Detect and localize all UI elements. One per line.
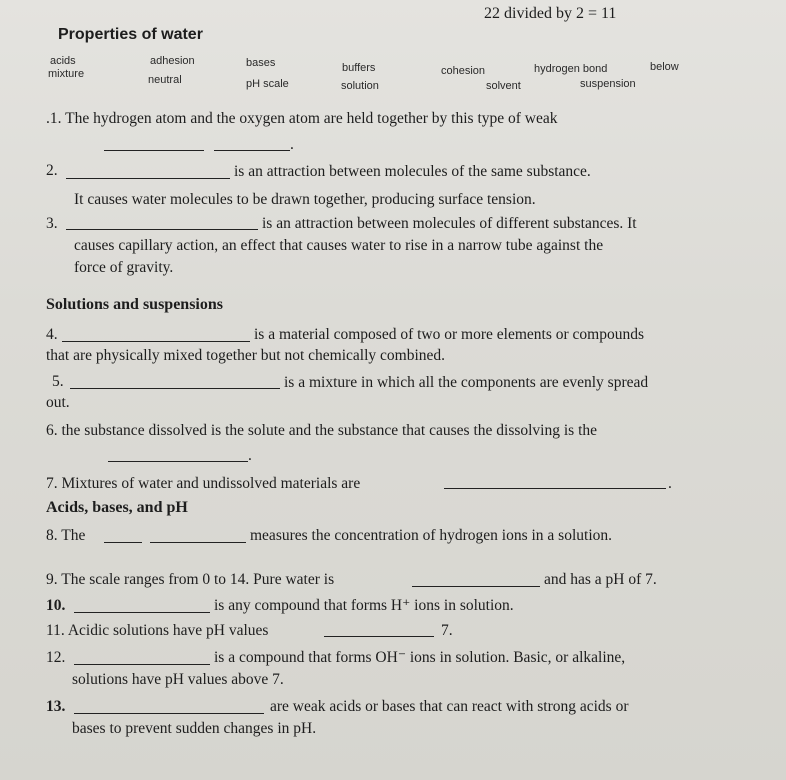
answer-blank-8a[interactable] bbox=[104, 542, 142, 543]
word-bank-item: acids bbox=[50, 55, 76, 67]
question-4-text: is a material composed of two or more elements or compounds bbox=[254, 326, 644, 343]
question-6: 6. the substance dissolved is the solute and the substance that causes the dissolving is the bbox=[46, 422, 598, 439]
worksheet-page: 22 divided by 2 = 11 Properties of water acids adhesion bases buffers cohesion hydrogen bond below mixture neutral pH scale solution solvent suspension .1. The hydrogen atom and the oxygen atom are held together by this type of weak . 2. is an attraction between molecules of the same substance. It causes water molecules to be drawn together, producing surface tension. 3. is an attraction between molecules of different substances. It causes capillary action, an effect that causes water to rise in a narrow tube against the force of gravity. Solutions and suspensions 4. is a material composed of two or more elements or compounds that are physically mixed together but not chemically combined. 5. is a mixture in which all the components are evenly spread out. 6. the substance dissolved is the solute and the substance that causes the dissolving is the . 7. Mixtures of water and undissolved materials are . Acids, bases, and pH 8. The measures the concentration of hydrogen ions in a solution. 9. The scale ranges from 0 to 14. Pure water is and has a pH of 7. 10. is any compound that forms H⁺ ions in solution. 11. Acidic solutions have pH values 7. 12. is a compound that forms OH⁻ ions in solution. Basic, or alkaline, solutions have pH values above 7. 13. are weak acids or bases that can react with strong acids or bases to prevent sudden changes in pH. bbox=[0, 0, 786, 780]
word-bank-item: solution bbox=[341, 80, 379, 92]
question-12-line-2: solutions have pH values above 7. bbox=[72, 671, 284, 688]
question-3-line-2: causes capillary action, an effect that causes water to rise in a narrow tube against the bbox=[74, 237, 604, 254]
word-bank-item: bases bbox=[246, 57, 276, 69]
question-7: 7. Mixtures of water and undissolved materials are bbox=[46, 475, 361, 492]
question-8-start: 8. The bbox=[46, 527, 86, 544]
question-4-number: 4. bbox=[46, 326, 58, 343]
question-13-number: 13. bbox=[46, 698, 66, 715]
word-bank-item: below bbox=[650, 61, 679, 73]
answer-blank-7[interactable] bbox=[444, 488, 666, 489]
question-12-text: is a compound that forms OH⁻ ions in solution. Basic, or alkaline, bbox=[214, 649, 626, 666]
question-9-end: and has a pH of 7. bbox=[544, 571, 657, 588]
question-1: .1. The hydrogen atom and the oxygen atom are held together by this type of weak bbox=[46, 110, 558, 127]
answer-blank-2[interactable] bbox=[66, 178, 230, 179]
word-bank-item: hydrogen bond bbox=[534, 63, 608, 75]
question-10-text: is any compound that forms H⁺ ions in solution. bbox=[214, 597, 514, 614]
question-3-number: 3. bbox=[46, 215, 58, 232]
question-5-number: 5. bbox=[52, 373, 64, 390]
answer-blank-12[interactable] bbox=[74, 664, 210, 665]
answer-blank-3[interactable] bbox=[66, 229, 258, 230]
question-9-start: 9. The scale ranges from 0 to 14. Pure water is bbox=[46, 571, 335, 588]
word-bank-item: suspension bbox=[580, 78, 636, 90]
word-bank-item: neutral bbox=[148, 74, 182, 86]
question-10-number: 10. bbox=[46, 597, 66, 614]
question-8-end: measures the concentration of hydrogen ions in a solution. bbox=[250, 527, 613, 544]
word-bank-item: buffers bbox=[342, 62, 376, 74]
question-13-line-2: bases to prevent sudden changes in pH. bbox=[72, 720, 317, 737]
question-2-number: 2. bbox=[46, 162, 58, 179]
top-note: 22 divided by 2 = 11 bbox=[484, 5, 617, 22]
answer-blank-4[interactable] bbox=[62, 341, 250, 342]
question-4-line-2: that are physically mixed together but not chemically combined. bbox=[46, 347, 446, 364]
word-bank-item: mixture bbox=[48, 68, 85, 80]
question-5-line-2: out. bbox=[46, 394, 70, 411]
answer-blank-13[interactable] bbox=[74, 713, 264, 714]
question-2-text: is an attraction between molecules of the same substance. bbox=[234, 163, 591, 180]
answer-blank-1a[interactable] bbox=[104, 150, 204, 151]
worksheet-title: Properties of water bbox=[58, 26, 203, 43]
section-heading-solutions: Solutions and suspensions bbox=[46, 296, 223, 313]
question-11-start: 11. Acidic solutions have pH values bbox=[46, 622, 269, 639]
word-bank-item: cohesion bbox=[441, 65, 486, 77]
question-13-text: are weak acids or bases that can react with strong acids or bbox=[270, 698, 629, 715]
word-bank-item: pH scale bbox=[246, 78, 289, 90]
question-3-line-3: force of gravity. bbox=[74, 259, 174, 276]
word-bank-item: adhesion bbox=[150, 55, 195, 67]
question-12-number: 12. bbox=[46, 649, 66, 666]
word-bank-item: solvent bbox=[486, 80, 521, 92]
answer-blank-1b[interactable] bbox=[214, 150, 290, 151]
answer-blank-5[interactable] bbox=[70, 388, 280, 389]
answer-blank-9[interactable] bbox=[412, 586, 540, 587]
answer-blank-11[interactable] bbox=[324, 636, 434, 637]
answer-blank-6[interactable] bbox=[108, 461, 248, 462]
answer-blank-8b[interactable] bbox=[150, 542, 246, 543]
question-5-text: is a mixture in which all the components are evenly spread bbox=[284, 374, 649, 391]
answer-blank-10[interactable] bbox=[74, 612, 210, 613]
question-3-text: is an attraction between molecules of different substances. It bbox=[262, 215, 637, 232]
question-2-line-2: It causes water molecules to be drawn together, producing surface tension. bbox=[74, 191, 536, 208]
section-heading-acids: Acids, bases, and pH bbox=[46, 499, 188, 516]
question-11-end: 7. bbox=[441, 622, 453, 639]
